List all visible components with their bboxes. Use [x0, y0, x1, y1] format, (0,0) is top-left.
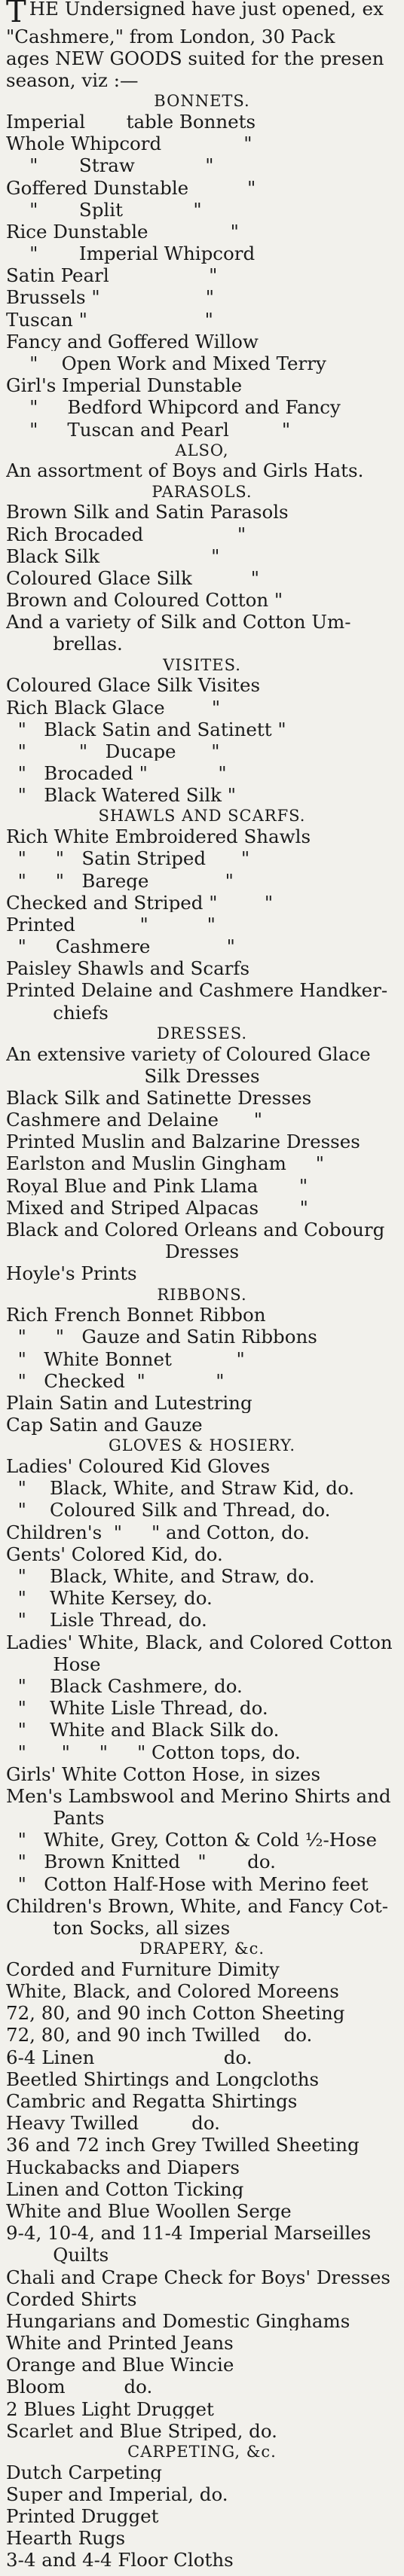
item-line: Printed Muslin and Balzarine Dresses [6, 1133, 360, 1152]
item-line: Brown Silk and Satin Parasols [6, 503, 289, 522]
item-line: Scarlet and Blue Striped, do. [6, 2422, 277, 2441]
section-heading: DRESSES. [156, 1025, 248, 1042]
item-line: " Black Watered Silk " [6, 786, 237, 805]
item-line: " Black, White, and Straw, do. [6, 1567, 315, 1586]
item-line: Rich Black Glace " [6, 698, 221, 717]
item-line: Printed Drugget [6, 2507, 159, 2526]
item-line: " " Ducape " [6, 742, 220, 762]
intro-line-4: season, viz :— [6, 72, 139, 90]
item-line: Chali and Crape Check for Boys' Dresses [6, 2268, 390, 2287]
item-line: Corded and Furniture Dimity [6, 1960, 280, 1979]
item-line: Earlston and Muslin Gingham " [6, 1155, 325, 1174]
section-heading: DRAPERY, &c. [139, 1941, 265, 1958]
item-line: Printed " " [6, 915, 216, 935]
item-line: " " Gauze and Satin Ribbons [6, 1328, 317, 1347]
item-line: Dutch Carpeting [6, 2463, 162, 2483]
item-line: Pants [6, 1809, 105, 1828]
section-heading: BONNETS. [154, 93, 250, 110]
item-line: Coloured Glace Silk Visites [6, 676, 261, 695]
section-heading: GLOVES & HOSIERY. [108, 1438, 296, 1454]
item-line: Heavy Twilled do. [6, 2114, 220, 2133]
item-line: " Bedford Whipcord and Fancy [6, 398, 341, 417]
item-line: Ladies' Coloured Kid Gloves [6, 1457, 271, 1476]
item-line: Rich French Bonnet Ribbon [6, 1306, 266, 1325]
item-line: Bloom do. [6, 2378, 153, 2397]
item-line: 6-4 Linen do. [6, 2048, 252, 2068]
section-heading: VISITES. [163, 657, 241, 673]
item-line: Girls' White Cotton Hose, in sizes [6, 1765, 321, 1784]
section-heading: SHAWLS AND SCARFS. [98, 808, 306, 825]
item-line: Black Silk " [6, 547, 220, 566]
item-line: " Black, White, and Straw Kid, do. [6, 1479, 355, 1498]
item-line: Rich White Embroidered Shawls [6, 828, 311, 847]
item-line: 72, 80, and 90 inch Twilled do. [6, 2026, 313, 2045]
item-line: " " Barege " [6, 871, 234, 890]
item-line: " Brown Knitted " do. [6, 1853, 276, 1872]
item-line: " Lisle Thread, do. [6, 1611, 207, 1630]
item-line: Rice Dunstable " [6, 222, 239, 242]
item-line: Silk Dresses [144, 1067, 260, 1086]
item-line: chiefs [6, 1003, 109, 1023]
item-line: 36 and 72 inch Grey Twilled Sheeting [6, 2136, 360, 2155]
item-line: Paisley Shawls and Scarfs [6, 960, 250, 978]
item-line: Printed Delaine and Cashmere Handker- [6, 981, 388, 1000]
item-line: " White, Grey, Cotton & Cold ½-Hose [6, 1831, 377, 1850]
item-line: Children's Brown, White, and Fancy Cot- [6, 1897, 389, 1916]
item-line: Hoyle's Prints [6, 1265, 137, 1283]
item-line: Mixed and Striped Alpacas " [6, 1198, 308, 1218]
item-line: Huckabacks and Diapers [6, 2158, 240, 2178]
item-line: " Checked " " [6, 1372, 225, 1391]
section-heading: ALSO, [175, 442, 229, 459]
item-line: Cap Satin and Gauze [6, 1416, 203, 1435]
item-line: Black and Colored Orleans and Cobourg [6, 1221, 385, 1240]
item-line: Fancy and Goffered Willow [6, 332, 259, 352]
item-line: Quilts [6, 2246, 109, 2265]
drop-cap: T [6, 0, 26, 24]
item-line: White and Printed Jeans [6, 2334, 234, 2353]
item-line: Brussels " " [6, 288, 215, 307]
item-line: " Tuscan and Pearl " [6, 420, 291, 440]
item-line: Royal Blue and Pink Llama " [6, 1177, 308, 1196]
item-line: " Split " [6, 200, 202, 220]
intro-line-3: ages NEW GOODS suited for the presen [6, 49, 384, 69]
item-line: Children's " " and Cotton, do. [6, 1523, 310, 1543]
intro-line-2: "Cashmere," from London, 30 Pack [6, 27, 335, 47]
item-line: " Black Satin and Satinett " [6, 720, 286, 740]
item-line: " Cotton Half-Hose with Merino feet [6, 1875, 369, 1894]
item-line: " White Kersey, do. [6, 1589, 213, 1608]
item-line: Dresses [164, 1243, 240, 1262]
item-line: " Cashmere " [6, 938, 235, 957]
item-line: Rich Brocaded " [6, 525, 246, 544]
item-line: White, Black, and Colored Moreens [6, 1982, 339, 2001]
section-heading: CARPETING, &c. [127, 2444, 277, 2460]
item-line: Coloured Glace Silk " [6, 569, 260, 588]
item-line: Cambric and Regatta Shirtings [6, 2092, 298, 2111]
item-line: 9-4, 10-4, and 11-4 Imperial Marseilles [6, 2224, 372, 2243]
item-line: Whole Whipcord " [6, 135, 252, 154]
item-line: " White and Black Silk do. [6, 1721, 280, 1740]
item-line: Hose [6, 1655, 101, 1674]
item-line: Brown and Coloured Cotton " [6, 591, 283, 610]
item-line: An assortment of Boys and Girls Hats. [6, 462, 364, 481]
item-line: " White Lisle Thread, do. [6, 1699, 268, 1718]
section-heading: PARASOLS. [152, 484, 252, 500]
item-line: " White Bonnet " [6, 1350, 245, 1369]
item-line: ton Socks, all sizes [6, 1919, 231, 1938]
item-line: Cashmere and Delaine " [6, 1111, 262, 1130]
item-line: Super and Imperial, do. [6, 2485, 228, 2504]
item-line: Plain Satin and Lutestring [6, 1394, 252, 1413]
item-line: Checked and Striped " " [6, 893, 274, 913]
item-line: An extensive variety of Coloured Glace [6, 1045, 371, 1064]
item-line: Girl's Imperial Dunstable [6, 377, 243, 395]
item-line: White and Blue Woollen Serge [6, 2202, 292, 2221]
item-line: " Coloured Silk and Thread, do. [6, 1501, 331, 1520]
item-line: Tuscan " " [6, 310, 213, 330]
item-line: 3-4 and 4-4 Floor Cloths [6, 2551, 234, 2570]
item-line: 72, 80, and 90 inch Cotton Sheeting [6, 2004, 345, 2023]
section-heading: RIBBONS. [157, 1286, 247, 1303]
item-line: " Black Cashmere, do. [6, 1677, 243, 1696]
item-line: 2 Blues Light Drugget [6, 2400, 214, 2419]
item-line: " Imperial Whipcord [6, 245, 256, 264]
item-line: Men's Lambswool and Merino Shirts and [6, 1787, 391, 1806]
item-line: Goffered Dunstable " [6, 179, 256, 197]
item-line: Ladies' White, Black, and Colored Cotton [6, 1633, 393, 1653]
item-line: Gents' Colored Kid, do. [6, 1545, 223, 1564]
item-line: Orange and Blue Wincie [6, 2356, 234, 2375]
item-line: " Brocaded " " [6, 765, 227, 783]
intro-line-1: THE Undersigned have just opened, ex [6, 0, 384, 24]
item-line: brellas. [6, 635, 123, 654]
item-line: Satin Pearl " [6, 267, 218, 285]
item-line: Corded Shirts [6, 2290, 137, 2309]
item-line: " Open Work and Mixed Terry [6, 355, 326, 374]
item-line: Black Silk and Satinette Dresses [6, 1088, 312, 1108]
item-line: And a variety of Silk and Cotton Um- [6, 613, 351, 632]
item-line: " " Satin Striped " [6, 850, 250, 868]
item-line: Hungarians and Domestic Ginghams [6, 2312, 350, 2331]
item-line: " " " " Cotton tops, do. [6, 1743, 301, 1762]
item-line: Hearth Rugs [6, 2529, 126, 2548]
item-line: Imperial table Bonnets [6, 112, 256, 132]
item-line: Linen and Cotton Ticking [6, 2180, 244, 2199]
item-line: " Straw " [6, 157, 214, 175]
item-line: Beetled Shirtings and Longcloths [6, 2070, 320, 2089]
